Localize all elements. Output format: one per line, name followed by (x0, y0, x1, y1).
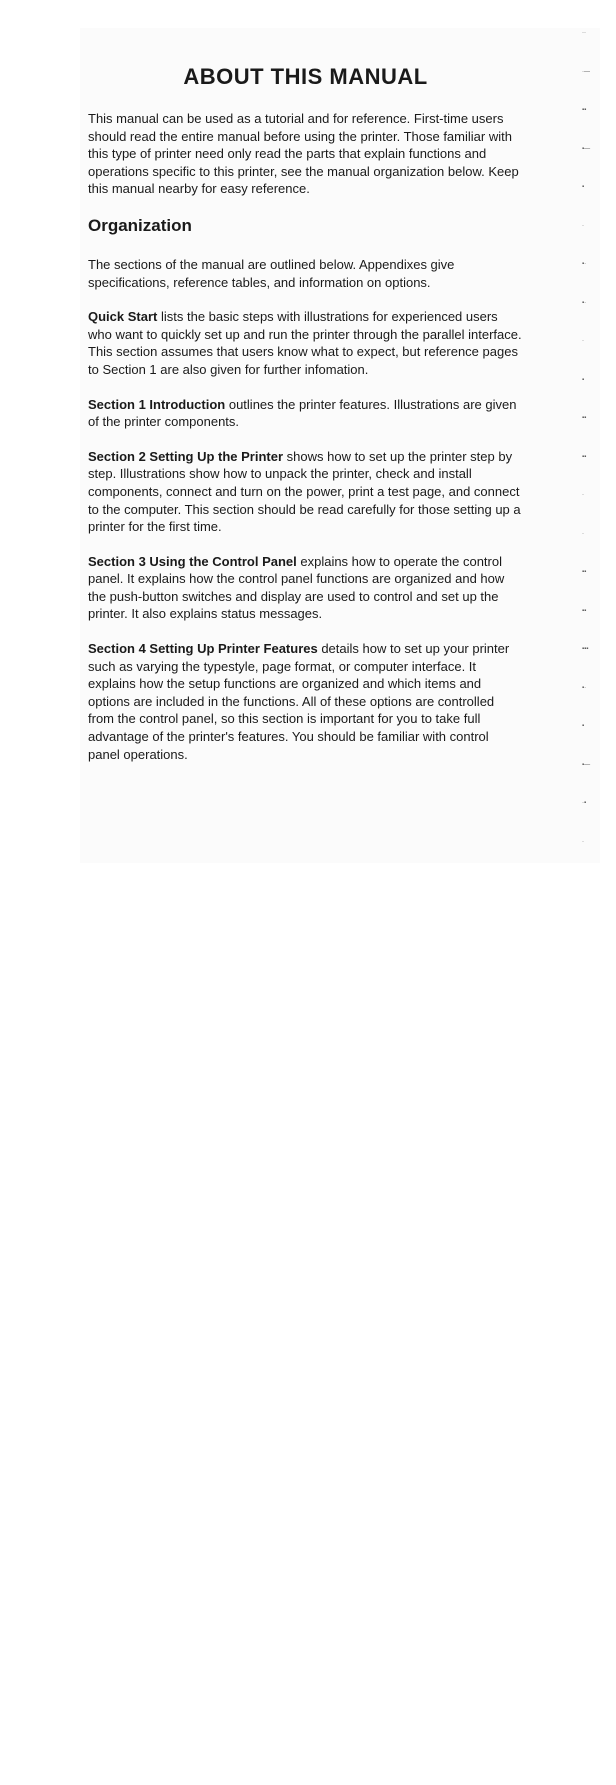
margin-mark: ▪ (582, 723, 585, 729)
margin-mark: · (582, 492, 584, 498)
section-text: lists the basic steps with illustrations for experienced users who want to quickly set up and run the printer through the parallel interface. This section assumes that users know what to expect, but reference pages to Section 1 are also given for further infomation. (88, 309, 522, 377)
margin-mark: ·— (582, 68, 590, 75)
section-quick-start (88, 308, 523, 378)
organization-heading: Organization (88, 215, 192, 235)
margin-mark: · (582, 338, 584, 344)
section-text: outlines the printer features. Illustrations are given of the printer components. (88, 396, 517, 430)
margin-mark: · (582, 530, 584, 537)
margin-mark: ▪▪▪ (582, 646, 589, 652)
section-lead: Section 3 Using the Control Panel (88, 553, 297, 569)
margin-mark: ▪ (582, 184, 585, 190)
margin-mark: ▪▪ (582, 415, 587, 421)
margin-mark: ·· (582, 30, 586, 36)
intro-paragraph: This manual can be used as a tutorial and for reference. First-time users should read the entire manual before using the printer. Those familiar with this type of printer need only read the parts that explain functions and operations specific to this printer, see the manual organization below. Keep this manual nearby for easy reference. (88, 111, 519, 197)
margin-mark: ·▪ (582, 800, 587, 806)
margin-mark: ▪▪ (582, 607, 587, 614)
margin-mark: ▪▪ (582, 453, 587, 460)
margin-mark: · (582, 222, 584, 229)
margin-mark: ▪▪ (582, 569, 587, 575)
document-body (88, 62, 523, 780)
page-title: ABOUT THIS MANUAL (183, 64, 428, 89)
section-1-introduction (88, 396, 523, 431)
margin-mark: ▪▪ (582, 107, 587, 113)
organization-intro-paragraph: The sections of the manual are outlined below. Appendixes give specifications, reference tables, and information on options. (88, 256, 455, 290)
binding-margin-marks (582, 30, 602, 870)
section-lead: Section 1 Introduction (88, 396, 226, 412)
margin-mark: ▪· (582, 299, 587, 306)
section-4-printer-features (88, 640, 523, 763)
margin-mark: ▪— (582, 761, 591, 768)
section-text: explains how to operate the control panel. It explains how the control panel functions are organized and how the push-button switches and display are used to control and set up the printer. It also explains status messages. (88, 553, 505, 622)
margin-mark: · (582, 838, 584, 845)
section-lead: Section 2 Setting Up the Printer (88, 448, 284, 464)
margin-mark: ▪· (582, 684, 587, 691)
section-lead: Section 4 Setting Up Printer Features (88, 641, 318, 657)
margin-mark: ▪· (582, 261, 587, 267)
section-lead: Quick Start (88, 309, 158, 325)
margin-mark: ▪— (582, 145, 591, 152)
section-text: shows how to set up the printer step by step. Illustrations show how to unpack the printer, check and install components, connect and turn on the power, print a test page, and connect to the computer. This section should be read carefully for those setting up a printer for the first time. (88, 448, 521, 535)
section-text: details how to set up your printer such as varying the typestyle, page format, or computer interface. It explains how the setup functions are organized and which items and options are included in the functions. All of these options are controlled from the control panel, so this section is important for you to take full advantage of the printer's features. You should be familiar with control panel operations. (88, 641, 510, 762)
section-3-control-panel (88, 553, 523, 623)
margin-mark: ▪ (582, 376, 585, 383)
section-2-setting-up (88, 448, 523, 536)
